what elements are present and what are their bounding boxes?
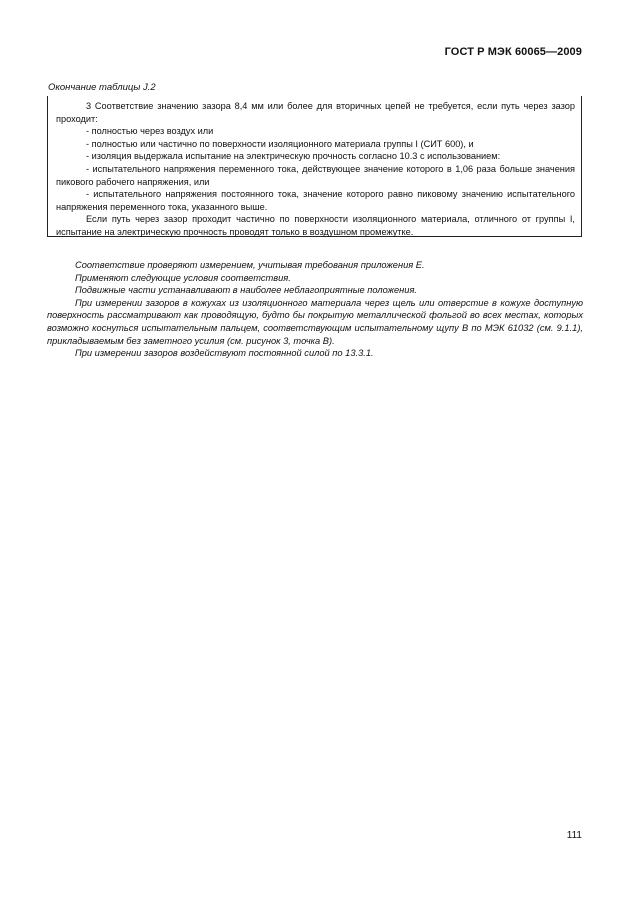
table-note-line: - полностью или частично по поверхности изоляционного материала группы I (СИТ 600), и (86, 138, 474, 149)
table-note-line: 3 Соответствие значению зазора 8,4 мм или более для вторичных цепей не требуется, если путь через зазор проходит: (56, 101, 575, 124)
body-text (47, 259, 583, 360)
table-continuation-caption: Окончание таблицы J.2 (48, 82, 156, 93)
body-paragraph: Соответствие проверяют измерением, учитывая требования приложения Е. (75, 260, 425, 270)
page-number: 111 (566, 830, 582, 841)
body-paragraph: Подвижные части устанавливают в наиболее неблагоприятные положения. (75, 285, 417, 296)
table-note-line: - испытательного напряжения постоянного тока, значение которого равно пиковому значению испытательного напряжения переменного тока, указанного выше. (56, 189, 575, 212)
body-paragraph: При измерении зазоров в кожухах из изоляционного материала через щель или отверстие в кожухе доступную поверхность рассматривают как проводящую, будто бы покрытую металлической фольгой во всех местах, которых возможно коснуться испытательным пальцем, соответствующим испытательному щупу В по МЭК 61032 (см. 9.1.1), прикладываемым без заметного усилия (см. рисунок 3, точка В). (47, 297, 583, 346)
document-standard-header: ГОСТ Р МЭК 60065—2009 (444, 46, 582, 58)
body-paragraph: При измерении зазоров воздействуют постоянной силой по 13.3.1. (75, 348, 374, 359)
body-paragraph: Применяют следующие условия соответствия. (75, 272, 291, 283)
table-note-line: - испытательного напряжения переменного тока, действующее значение которого в 1,06 раза больше значения пикового рабочего напряжения, или (56, 163, 575, 187)
table-note-box (47, 96, 582, 237)
table-note-line: Если путь через зазор проходит частично по поверхности изоляционного материала, отличного от группы I, испытание на электрическую прочность проводят только в воздушном промежутке. (56, 214, 575, 237)
table-note-line: - изоляция выдержала испытание на электрическую прочность согласно 10.3 с использованием: (86, 151, 501, 162)
table-note-line: - полностью через воздух или (86, 126, 214, 137)
